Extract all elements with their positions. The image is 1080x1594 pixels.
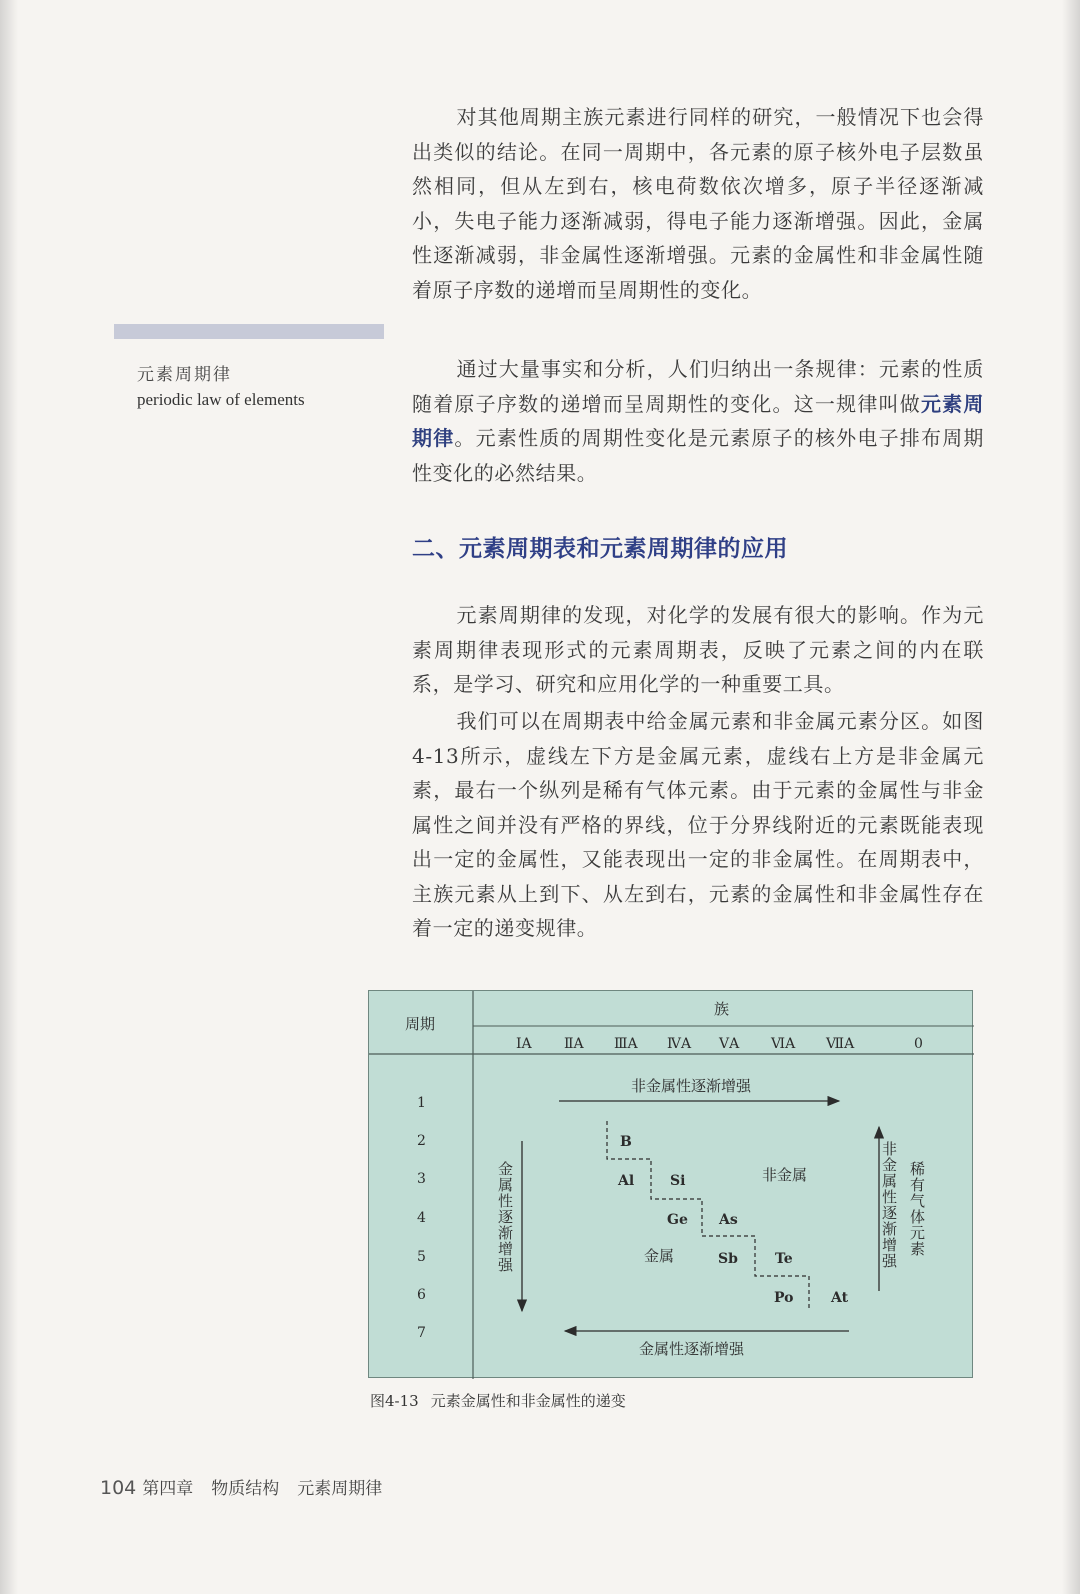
margin-term-english: periodic law of elements bbox=[137, 390, 305, 409]
top-arrow-label: 非金属性逐渐增强 bbox=[631, 1077, 752, 1095]
paragraph-3 bbox=[412, 598, 984, 702]
margin-term-bar bbox=[114, 324, 384, 339]
group-label-1: ⅠA bbox=[516, 1036, 532, 1052]
figure-title: 元素金属性和非金属性的递变 bbox=[430, 1392, 626, 1410]
period-label-3: 3 bbox=[417, 1171, 426, 1187]
period-label-1: 1 bbox=[417, 1095, 426, 1111]
page-number: 104 bbox=[100, 1477, 137, 1499]
element-Po: Po bbox=[774, 1290, 794, 1306]
paragraph-1-text: 对其他周期主族元素进行同样的研究，一般情况下也会得出类似的结论。在同一周期中，各元素的原子核外电子层数虽然相同，但从左到右，核电荷数依次增多，原子半径逐渐减小，失电子能力逐渐减弱，得电子能力逐渐增强。因此，金属性逐渐减弱，非金属性逐渐增强。元素的金属性和非金属性随着原子序数的递增而呈周期性的变化。 bbox=[412, 105, 984, 302]
element-Te: Te bbox=[775, 1251, 793, 1267]
element-Si: Si bbox=[670, 1173, 686, 1189]
section-heading: 二、元素周期表和元素周期律的应用 bbox=[412, 536, 788, 562]
footer-chapter: 第四章 bbox=[142, 1479, 194, 1499]
margin-term-chinese: 元素周期律 bbox=[137, 365, 232, 385]
paragraph-4 bbox=[412, 704, 984, 946]
element-Al: Al bbox=[618, 1173, 635, 1189]
period-label-5: 5 bbox=[417, 1249, 426, 1265]
period-label-2: 2 bbox=[417, 1133, 426, 1149]
period-label-6: 6 bbox=[417, 1287, 426, 1303]
group-label-3: ⅢA bbox=[614, 1036, 638, 1052]
header-period: 周期 bbox=[405, 1015, 436, 1033]
element-B: B bbox=[620, 1134, 632, 1150]
figure-caption bbox=[370, 1390, 626, 1411]
header-group: 族 bbox=[714, 1000, 730, 1018]
metal-region-label: 金属 bbox=[644, 1247, 675, 1265]
right-arrow-label: 非金属性逐渐增强 bbox=[880, 1141, 898, 1269]
paragraph-3-text: 元素周期律的发现，对化学的发展有很大的影响。作为元素周期律表现形式的元素周期表，反映了元素之间的内在联系，是学习、研究和应用化学的一种重要工具。 bbox=[412, 603, 984, 696]
bottom-arrow-label: 金属性逐渐增强 bbox=[639, 1340, 745, 1358]
period-label-4: 4 bbox=[417, 1210, 426, 1226]
paragraph-4-text: 我们可以在周期表中给金属元素和非金属元素分区。如图4-13所示，虚线左下方是金属元素，虚线右上方是非金属元素，最右一个纵列是稀有气体元素。由于元素的金属性与非金属性之间并没有严格的界线，位于分界线附近的元素既能表现出一定的金属性，又能表现出一定的非金属性。在周期表中，主族元素从上到下、从左到右，元素的金属性和非金属性存在着一定的递变规律。 bbox=[412, 709, 984, 940]
paragraph-2 bbox=[412, 352, 984, 490]
left-arrow-label: 金属性逐渐增强 bbox=[496, 1161, 514, 1273]
figure-periodic-trends bbox=[368, 990, 973, 1378]
key-term-periodic-law: 元素周期律 bbox=[412, 391, 984, 450]
page-edge-shadow-left bbox=[0, 0, 18, 1594]
element-As: As bbox=[719, 1212, 738, 1228]
element-At: At bbox=[831, 1290, 849, 1306]
period-label-7: 7 bbox=[417, 1325, 426, 1341]
noble-gas-label: 稀有气体元素 bbox=[908, 1161, 926, 1257]
group-label-5: ⅤA bbox=[719, 1036, 740, 1052]
paragraph-2-text-b: 。元素性质的周期性变化是元素原子的核外电子排布周期性变化的必然结果。 bbox=[412, 426, 985, 485]
metal-nonmetal-boundary bbox=[607, 1121, 809, 1309]
group-label-4: ⅣA bbox=[667, 1036, 692, 1052]
paragraph-2-text-a: 通过大量事实和分析，人们归纳出一条规律：元素的性质随着原子序数的递增而呈周期性的变化。这一规律叫做 bbox=[412, 357, 984, 416]
figure-number: 图4-13 bbox=[370, 1392, 419, 1410]
group-label-8: 0 bbox=[914, 1036, 923, 1052]
footer-section: 元素周期律 bbox=[297, 1479, 383, 1499]
group-label-2: ⅡA bbox=[564, 1036, 584, 1052]
element-Ge: Ge bbox=[667, 1212, 688, 1228]
page-footer bbox=[100, 1474, 382, 1499]
group-label-7: ⅦA bbox=[826, 1036, 855, 1052]
group-label-6: ⅥA bbox=[771, 1036, 796, 1052]
paragraph-1 bbox=[412, 100, 984, 307]
footer-chapter-title: 物质结构 bbox=[211, 1479, 280, 1499]
nonmetal-region-label: 非金属 bbox=[762, 1166, 808, 1184]
element-Sb: Sb bbox=[718, 1251, 738, 1267]
page-edge-shadow-right bbox=[1062, 0, 1080, 1594]
